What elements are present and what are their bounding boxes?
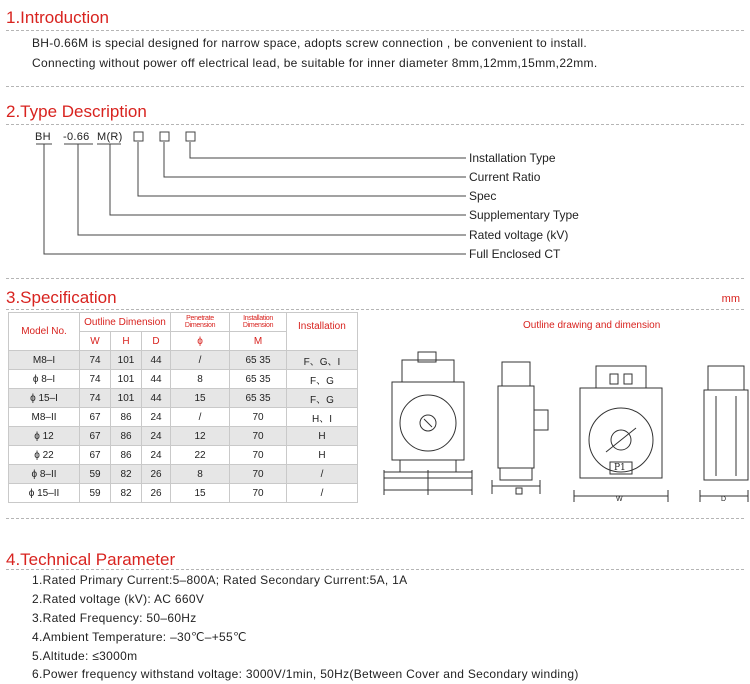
- cell-d: 44: [142, 389, 171, 408]
- header-model: Model No.: [9, 313, 80, 351]
- drawing-label-d: D: [721, 496, 727, 503]
- cell-m: 70: [230, 427, 287, 446]
- cell-m: 70: [230, 408, 287, 427]
- drawing-side-view-2: [700, 366, 748, 502]
- header-phi: ϕ: [171, 332, 230, 351]
- technical-item-6: 6.Power frequency withstand voltage: 3000V/1min, 50Hz(Between Cover and Secondary winding): [32, 667, 579, 681]
- cell-w: 67: [80, 446, 111, 465]
- cell-m: 65 35: [230, 389, 287, 408]
- cell-h: 82: [111, 484, 142, 503]
- cell-model: ϕ 8–II: [9, 465, 80, 484]
- cell-w: 59: [80, 484, 111, 503]
- cell-phi: /: [171, 351, 230, 370]
- technical-item-2: 2.Rated voltage (kV): AC 660V: [32, 592, 205, 606]
- label-installation-type: Installation Type: [469, 151, 556, 165]
- drawing-label-w: W: [616, 496, 623, 503]
- cell-d: 26: [142, 484, 171, 503]
- cell-d: 44: [142, 351, 171, 370]
- cell-phi: 15: [171, 389, 230, 408]
- cell-model: ϕ 15–I: [9, 389, 80, 408]
- cell-install: F、G、I: [287, 351, 358, 370]
- cell-install: H、I: [287, 408, 358, 427]
- cell-m: 65 35: [230, 370, 287, 389]
- cell-phi: 8: [171, 465, 230, 484]
- technical-item-4: 4.Ambient Temperature: –30℃–+55℃: [32, 630, 247, 644]
- header-outline-drawing: Outline drawing and dimension: [523, 320, 661, 331]
- code-part-mr: M(R): [97, 131, 123, 143]
- cell-d: 24: [142, 446, 171, 465]
- type-description-title: 2.Type Description: [6, 102, 147, 121]
- cell-m: 65 35: [230, 351, 287, 370]
- cell-d: 26: [142, 465, 171, 484]
- cell-m: 70: [230, 484, 287, 503]
- header-d: D: [142, 332, 171, 351]
- drawing-side-view: [492, 362, 548, 494]
- cell-d: 24: [142, 427, 171, 446]
- header-m: M: [230, 332, 287, 351]
- technical-divider: [6, 569, 744, 570]
- cell-model: ϕ 15–II: [9, 484, 80, 503]
- cell-h: 101: [111, 389, 142, 408]
- technical-item-1: 1.Rated Primary Current:5–800A; Rated Secondary Current:5A, 1A: [32, 573, 408, 587]
- cell-h: 86: [111, 427, 142, 446]
- label-supplementary-type: Supplementary Type: [469, 208, 579, 222]
- drawing-label-p1: P1: [614, 463, 626, 473]
- cell-phi: 12: [171, 427, 230, 446]
- cell-model: ϕ 22: [9, 446, 80, 465]
- cell-install: /: [287, 484, 358, 503]
- cell-d: 44: [142, 370, 171, 389]
- cell-h: 86: [111, 408, 142, 427]
- cell-phi: 8: [171, 370, 230, 389]
- cell-install: H: [287, 446, 358, 465]
- cell-model: ϕ 8–I: [9, 370, 80, 389]
- cell-model: M8–I: [9, 351, 80, 370]
- cell-install: H: [287, 427, 358, 446]
- header-h: H: [111, 332, 142, 351]
- intro-line-1: BH-0.66M is special designed for narrow space, adopts screw connection , be convenient to install.: [32, 36, 588, 50]
- header-outline-dimension: Outline Dimension: [80, 313, 171, 332]
- cell-model: ϕ 12: [9, 427, 80, 446]
- drawing-front-view-1: [384, 352, 472, 495]
- cell-w: 74: [80, 389, 111, 408]
- label-rated-voltage: Rated voltage (kV): [469, 228, 569, 242]
- drawing-front-view-2: [574, 366, 668, 502]
- cell-h: 82: [111, 465, 142, 484]
- cell-phi: 22: [171, 446, 230, 465]
- cell-w: 59: [80, 465, 111, 484]
- technical-item-3: 3.Rated Frequency: 50–60Hz: [32, 611, 197, 625]
- cell-install: F、G: [287, 389, 358, 408]
- label-current-ratio: Current Ratio: [469, 170, 541, 184]
- cell-model: M8–II: [9, 408, 80, 427]
- specification-title: 3.Specification: [6, 288, 117, 307]
- cell-d: 24: [142, 408, 171, 427]
- intro-line-2: Connecting without power off electrical lead, be suitable for inner diameter 8mm,12mm,15mm,22mm.: [32, 56, 598, 70]
- cell-h: 86: [111, 446, 142, 465]
- cell-w: 74: [80, 351, 111, 370]
- cell-phi: /: [171, 408, 230, 427]
- cell-phi: 15: [171, 484, 230, 503]
- header-w: W: [80, 332, 111, 351]
- code-part-voltage: -0.66: [63, 131, 90, 143]
- cell-m: 70: [230, 446, 287, 465]
- cell-h: 101: [111, 370, 142, 389]
- header-installation: Installation: [298, 321, 346, 332]
- cell-w: 67: [80, 427, 111, 446]
- cell-h: 101: [111, 351, 142, 370]
- technical-parameter-title: 4.Technical Parameter: [6, 550, 176, 569]
- cell-install: F、G: [287, 370, 358, 389]
- section-divider-3: [6, 518, 744, 519]
- label-full-enclosed-ct: Full Enclosed CT: [469, 247, 561, 261]
- header-penetrate-dimension: Penetrate Dimension: [171, 313, 230, 332]
- cell-w: 67: [80, 408, 111, 427]
- unit-label: mm: [721, 293, 740, 305]
- technical-item-5: 5.Altitude: ≤3000m: [32, 649, 138, 663]
- label-spec: Spec: [469, 189, 497, 203]
- cell-m: 70: [230, 465, 287, 484]
- introduction-title: 1.Introduction: [6, 8, 110, 27]
- code-part-bh: BH: [35, 131, 51, 143]
- cell-w: 74: [80, 370, 111, 389]
- header-installation-dimension: Installation Dimension: [230, 313, 287, 332]
- cell-install: /: [287, 465, 358, 484]
